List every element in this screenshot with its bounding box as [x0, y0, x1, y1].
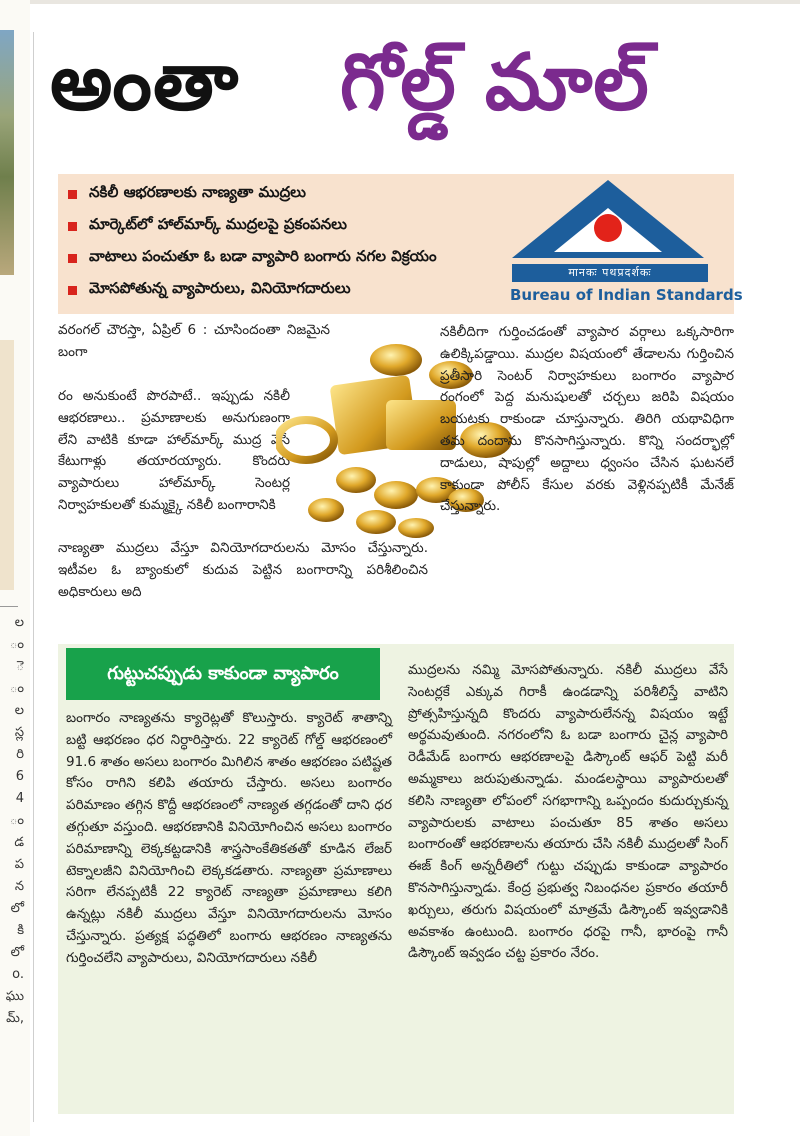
bis-name: Bureau of Indian Standards [510, 286, 743, 304]
adjacent-text-fragment: మ్, [6, 1011, 24, 1026]
adjacent-text-fragment: ం [9, 637, 24, 652]
highlight-text: మోసపోతున్న వ్యాపారులు, వినియోగదారులు [89, 279, 351, 297]
headline-part-1: అంతా [50, 38, 240, 128]
adjacent-text-fragment: స్ల [14, 725, 24, 740]
headline [48, 32, 748, 172]
highlight-item [68, 276, 351, 304]
bullet-square-icon [68, 222, 77, 231]
column-divider [33, 32, 34, 1122]
adjacent-divider [0, 606, 18, 607]
highlight-item [68, 180, 306, 208]
bis-emblem-icon [508, 178, 724, 268]
sidebar-subheading: గుట్టుచప్పుడు కాకుండా వ్యాపారం [66, 648, 380, 700]
bullet-square-icon [68, 254, 77, 263]
adjacent-text-fragment: రి [16, 747, 24, 762]
adjacent-text-fragment: o. [12, 967, 24, 982]
highlight-text: వాటాలు పంచుతూ ఓ బడా వ్యాపారి బంగారు నగల విక్రయం [89, 247, 437, 265]
bis-logo [508, 178, 743, 310]
sidebar-column-2: ముద్రలను నమ్మి మోసపోతున్నారు. నకిలీ ముద్రలు వేసే సెంటర్లకే ఎక్కువ గిరాకీ ఉండడాన్ని పరిశీలిస్తే వాటిని ప్రోత్సహిస్తున్నది కొందరు వ్యాపారులేనన్న విషయం ఇట్టే అర్థమవుతుంది. నగరంలోని ఓ బడా బంగారు చైన్ల వ్యాపారి రెడీమేడ్ బంగారు ఆభరణాలపై డిస్కౌంట్ ఆఫర్ పెట్టి మరీ అమ్మకాలు జరుపుతున్నాడు. మండలస్థాయి వ్యాపారులతో కలిసి నాణ్యతా లోపంలో సగభాగాన్ని ఒప్పందం కుదుర్చుకున్న వ్యాపారులకు వాటాలు పంచుతూ 85 శాతం అసలు బంగారంతో ఆభరణాలను తయారు చేసి నకిలీ ముద్రలతో సింగ్ ఈజ్ కింగ్ అన్నరీతిలో గుట్టు చప్పుడు కాకుండా వ్యాపారం కొనసాగిస్తున్నాడు. కేంద్ర ప్రభుత్వ నిబంధనల ప్రకారం తయారీ ఖర్చులు, తరుగు విషయంలో మాత్రమే డిస్కౌంట్ ఇవ్వడానికి అవకాశం ఉంటుంది. బంగారం ధరపై గానీ, భారంపై గానీ డిస్కౌంట్ ఇవ్వడం చట్ట ప్రకారం నేరం. [408, 662, 728, 962]
adjacent-text-fragment: లో [10, 945, 24, 960]
top-rule [0, 0, 800, 4]
bis-motto: मानकः पथप्रदर्शकः [512, 264, 708, 282]
article-intro: వరంగల్ చౌరస్తా, ఏప్రిల్ 6 : చూసిందంతా నిజమైన బంగా [58, 322, 330, 360]
bullet-square-icon [68, 190, 77, 199]
highlight-text: మార్కెట్‌లో హాల్‌మార్క్ ముద్రలపై ప్రకంపనలు [89, 215, 347, 233]
highlight-item [68, 212, 347, 240]
adjacent-text-fragment: కి [17, 923, 24, 938]
headline-part-2: గోల్డ్ మాల్ [340, 38, 650, 128]
article-column-1-tail: నాణ్యతా ముద్రలు వేస్తూ వినియోగదారులను మోసం చేస్తున్నారు. ఇటీవల ఓ బ్యాంకులో కుదువ పెట్టిన బంగారాన్ని పరిశీలించిన అధికారులు అది [58, 540, 428, 600]
adjacent-text-fragment: లో [10, 901, 24, 916]
highlight-text: నకిలీ ఆభరణాలకు నాణ్యతా ముద్రలు [89, 183, 306, 201]
highlight-item [68, 244, 437, 272]
adjacent-text-fragment: ం [9, 813, 24, 828]
adjacent-text-fragment: 6 [15, 769, 24, 784]
adjacent-text-fragment: ప [14, 857, 24, 872]
adjacent-article-strip [0, 0, 30, 1136]
bullet-square-icon [68, 286, 77, 295]
adjacent-box [0, 340, 14, 590]
adjacent-text-fragment: ల [14, 703, 24, 718]
adjacent-text-fragment: న [14, 879, 24, 894]
adjacent-photo [0, 30, 14, 275]
adjacent-text-fragment: ల [14, 615, 24, 630]
sidebar-column-1: బంగారం నాణ్యతను క్యారెట్లతో కొలుస్తారు. క్యారెట్ శాతాన్ని బట్టి ఆభరణం ధర నిర్ధారిస్తారు. 22 క్యారెట్ గోల్డ్ ఆభరణంలో 91.6 శాతం అసలు బంగారం మిగిలిన శాతం ఆభరణం పటిష్టత కోసం రాగిని కలిపి తయారు చేస్తారు. అసలు బంగారం పరిమాణం తగ్గిన కొద్దీ ఆభరణంలో నాణ్యత తగ్గడంతో దాని ధర తగ్గుతూ వస్తుంది. ఆభరణానికి వినియోగించిన అసలు బంగారం పరిమాణాన్ని లెక్కకట్టడానికి శాస్త్రసాంకేతికతతో కూడిన లేజర్ టెక్నాలజీని వినియోగించి లెక్కకడతారు. నాణ్యతా ప్రమాణాలు సరిగా లేనప్పటికీ 22 క్యారెట్ నాణ్యతా ప్రమాణాలు కలిగి ఉన్నట్లు నకిలీ ముద్రలు వేస్తూ వినియోగదారులను మోసం చేస్తున్నారు. ప్రత్యక్ష పద్ధతిలో బంగారు ఆభరణం నాణ్యతను గుర్తించలేని వ్యాపారులు, వినియోగదారులు నకిలీ [66, 710, 392, 966]
adjacent-text-fragment: డ [14, 835, 24, 850]
article-column-2: నకిలీదిగా గుర్తించడంతో వ్యాపార వర్గాలు ఒక్కసారిగా ఉలిక్కిపడ్డాయి. ముద్రల విషయంలో తేడాలను గుర్తించిన ప్రతీసారి సెంటర్ నిర్వాహకులు బంగారం వ్యాపార రంగంలో పెద్ద మనుషులతో చర్చలు జరిపి విషయం బయటకు రాకుండా చూస్తున్నారు. తిరిగి యథావిధిగా తమ దందాను కొనసాగిస్తున్నారు. కొన్ని సందర్భాల్లో దాడులు, షాపుల్లో అద్దాలు ధ్వంసం చేసిన ఘటనలే కాకుండా పోలీస్ కేసుల వరకు వెళ్లినప్పటికీ మేనేజ్ చేస్తున్నారు. [440, 324, 734, 515]
adjacent-text-fragment: 4 [15, 791, 24, 806]
adjacent-text-fragment: ఘు [5, 989, 24, 1004]
adjacent-text-fragment: ె [16, 659, 24, 674]
adjacent-text [0, 612, 24, 1030]
article-column-1: రం అనుకుంటే పొరపాటే.. ఇప్పుడు నకిలీ ఆభరణాలు.. ప్రమాణాలకు అనుగుణంగా లేని వాటికి కూడా హాల్‌మార్క్ ముద్ర వేసే కేటుగాళ్లు తయారయ్యారు. కొందరు వ్యాపారులు హాల్‌మార్క్ సెంటర్ల నిర్వాహకులతో కుమ్మక్కై నకిలీ బంగారానికి [58, 388, 290, 513]
adjacent-text-fragment: ం [9, 681, 24, 696]
